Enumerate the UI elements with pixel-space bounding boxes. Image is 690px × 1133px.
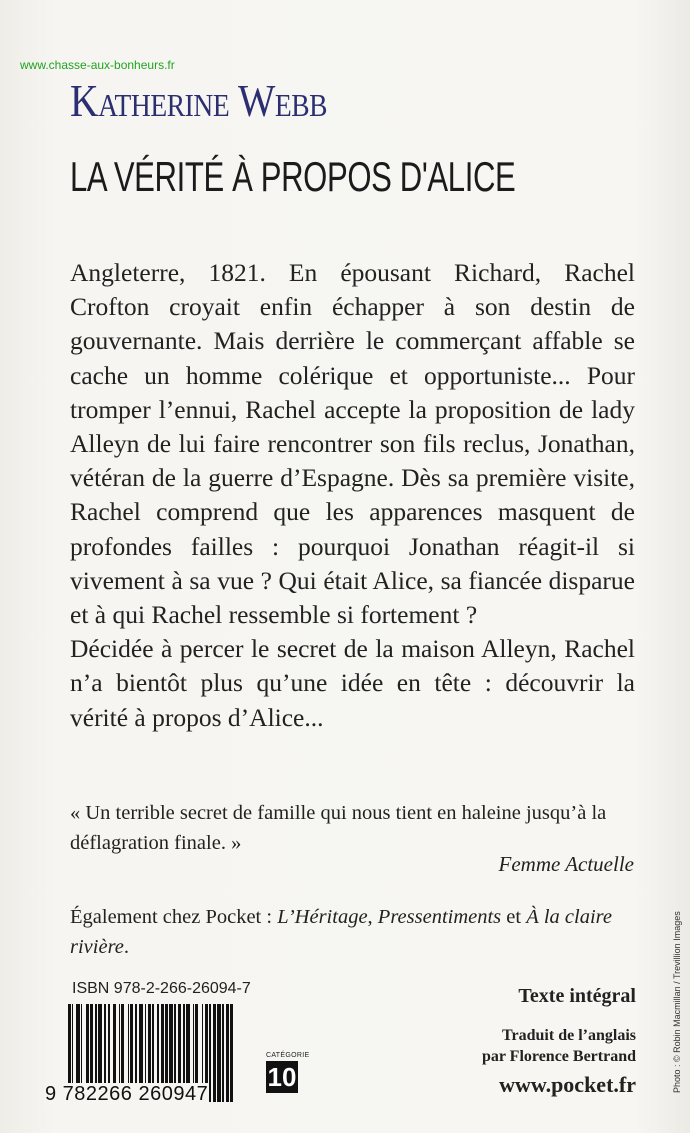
- also-separator: et: [501, 906, 527, 928]
- category-badge: [266, 1052, 310, 1093]
- also-title: L’Héritage: [277, 906, 368, 928]
- publisher-url: www.pocket.fr: [499, 1072, 636, 1097]
- translation-line: par Florence Bertrand: [481, 1048, 636, 1065]
- also-separator: ,: [367, 906, 378, 928]
- also-by-author: [70, 902, 640, 962]
- translation-line: Traduit de l’anglais: [502, 1027, 636, 1044]
- photo-credit: Photo : © Robin Macmillan / Trevillion Images: [672, 911, 682, 1093]
- barcode-digits-text: 9 782266 260947: [45, 1083, 209, 1105]
- also-title: Pressentiments: [377, 906, 502, 928]
- also-separator: .: [123, 936, 130, 958]
- watermark-url: www.chasse-aux-bonheurs.fr: [20, 58, 175, 72]
- review-quote: « Un terrible secret de famille qui nous tient en haleine jusqu’à la déflagration finale. »: [70, 802, 607, 854]
- book-title: LA VÉRITÉ À PROPOS D'ALICE: [70, 153, 516, 200]
- category-label: CATÉGORIE: [266, 1052, 310, 1059]
- blurb: [70, 256, 635, 735]
- texte-integral: Texte intégral: [518, 985, 636, 1007]
- blurb-paragraph: Angleterre, 1821. En épousant Richard, Rachel Crofton croyait enfin échapper à son destin de gouvernante. Mais derrière le commerçant affable se cache un homme colérique et opportuniste... Pour tromper l’ennui, Rachel accepte la proposition de lady Alleyn de lui faire rencontrer son fils reclus, Jonathan, vétéran de la guerre d’Espagne. Dès sa première visite, Rachel comprend que les apparences masquent de profondes failles : pourquoi Jonathan réagit-il si vivement à sa vue ? Qui était Alice, sa fiancée disparue et à qui Rachel ressemble si fortement ?: [70, 258, 635, 630]
- category-number: 10: [267, 1062, 297, 1092]
- review-source: Femme Actuelle: [498, 852, 634, 876]
- author-name: Katherine Webb: [70, 75, 328, 126]
- also-title: À la claire rivière: [70, 906, 612, 958]
- barcode-digits: [44, 1083, 209, 1106]
- also-prefix: Également chez Pocket :: [70, 906, 278, 928]
- blurb-paragraph: Décidée à percer le secret de la maison Alleyn, Rachel n’a bientôt plus qu’une idée en tête : découvrir la vérité à propos d’Alice...: [70, 634, 635, 732]
- isbn: ISBN 978-2-266-26094-7: [72, 980, 251, 997]
- translation-credit: [430, 1025, 636, 1067]
- barcode-gap: [233, 1004, 234, 1102]
